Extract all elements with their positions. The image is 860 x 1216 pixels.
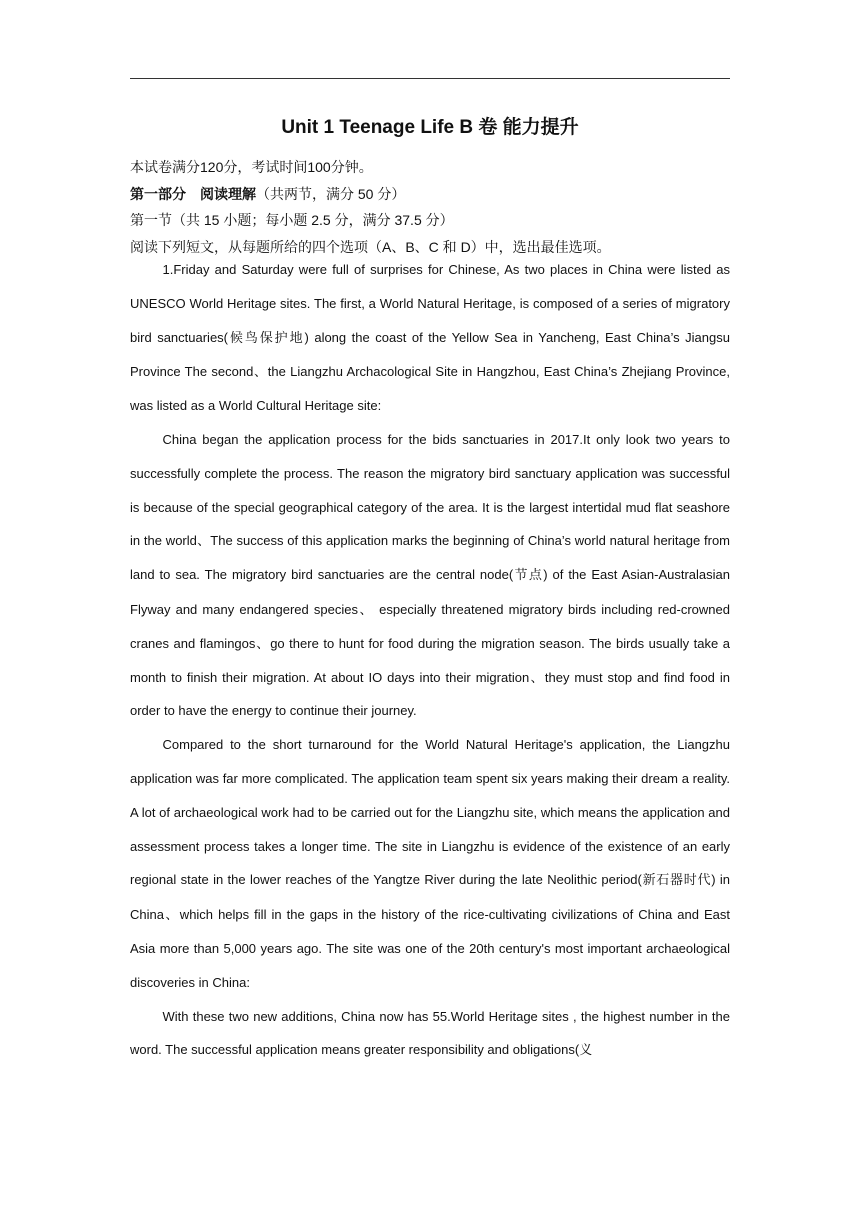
chinese-gloss: 新石器时代 [641,873,712,889]
instruction-text: 阅读下列短文，从每题所给的四个选项（A、B、C 和 D）中，选出最佳选项。 [130,238,611,255]
paragraph-text: 1.Friday and Saturday were full of surprises for Chinese, As two places in China were listed as UNESCO World Heritage sites. The first, a World Natural Heritage, is composed of a series of migratory bird sanctuaries( [130,262,730,345]
paragraph-text: ) along the coast of the Yellow Sea in Yancheng, East China’s Jiangsu Province The second、the Liangzhu Archacological Site in Hangzhou, East China’s Zhejiang Province, was listed as a World Cultural Heritage site: [130,329,730,414]
instruction-text: 本试卷满分120分，考试时间100分钟。 [130,159,373,175]
paragraph-text: China began the application process for the bids sanctuaries in 2017.It only look two years to successfully complete the process. The reason the migratory bird sanctuary application was successful is because of the special geographical category of the area. It is the largest intertidal mud flat seashore in the world、The success of this application marks the beginning of China’s world natural heritage from land to sea. The migratory bird sanctuaries are the central node( [130,431,730,583]
chinese-gloss: 候鸟保护地 [228,330,305,346]
chinese-gloss: 义 [579,1043,593,1059]
passage-paragraph [130,728,730,999]
instruction-line-section-one [130,207,730,234]
paragraph-text: ) in China、which helps fill in the gaps in the history of the rice-cultivating civilizations of China and East Asia more than 5,000 years ago. The site was one of the 20th century's most important archaeological discoveries in China: [130,872,730,990]
part-detail: （共两节，满分 50 分） [256,185,406,202]
chinese-gloss: 节点 [513,568,544,584]
paragraph-text: With these two new additions, China now has 55.World Heritage sites , the highest number in the word. The successful application means greater responsibility and obligations( [130,1008,730,1058]
passage-paragraph [130,423,730,728]
exam-instructions [130,154,730,260]
part-heading: 第一部分 阅读理解 [130,185,256,202]
reading-passage [130,253,730,1068]
instruction-line-part-one [130,181,730,208]
passage-paragraph [130,253,730,423]
instruction-text: 第一节（共 15 小题；每小题 2.5 分，满分 37.5 分） [130,212,454,228]
paragraph-text: Compared to the short turnaround for the World Natural Heritage's application, the Liangzhu application was far more complicated. The application team spent six years making their dream a reality. A lot of archaeological work had to be carried out for the Liangzhu site, which means the application and assessment process takes a longer time. The site in Liangzhu is evidence of the existence of an early regional state in the lower reaches of the Yangtze River during the late Neolithic period( [130,737,730,888]
document-title: Unit 1 Teenage Life B 卷 能力提升 [281,117,579,138]
passage-paragraph [130,1000,730,1069]
paragraph-text: ) of the East Asian-Australasian Flyway and many endangered species、 especially threatened migratory birds including red-crowned cranes and flamingos、go there to hunt for food during the migration season. The birds usually take a month to finish their migration. At about IO days into their migration、they must stop and find food in order to have the energy to continue their journey. [130,567,730,719]
header-rule [130,78,730,79]
instruction-line-score-time [130,154,730,181]
